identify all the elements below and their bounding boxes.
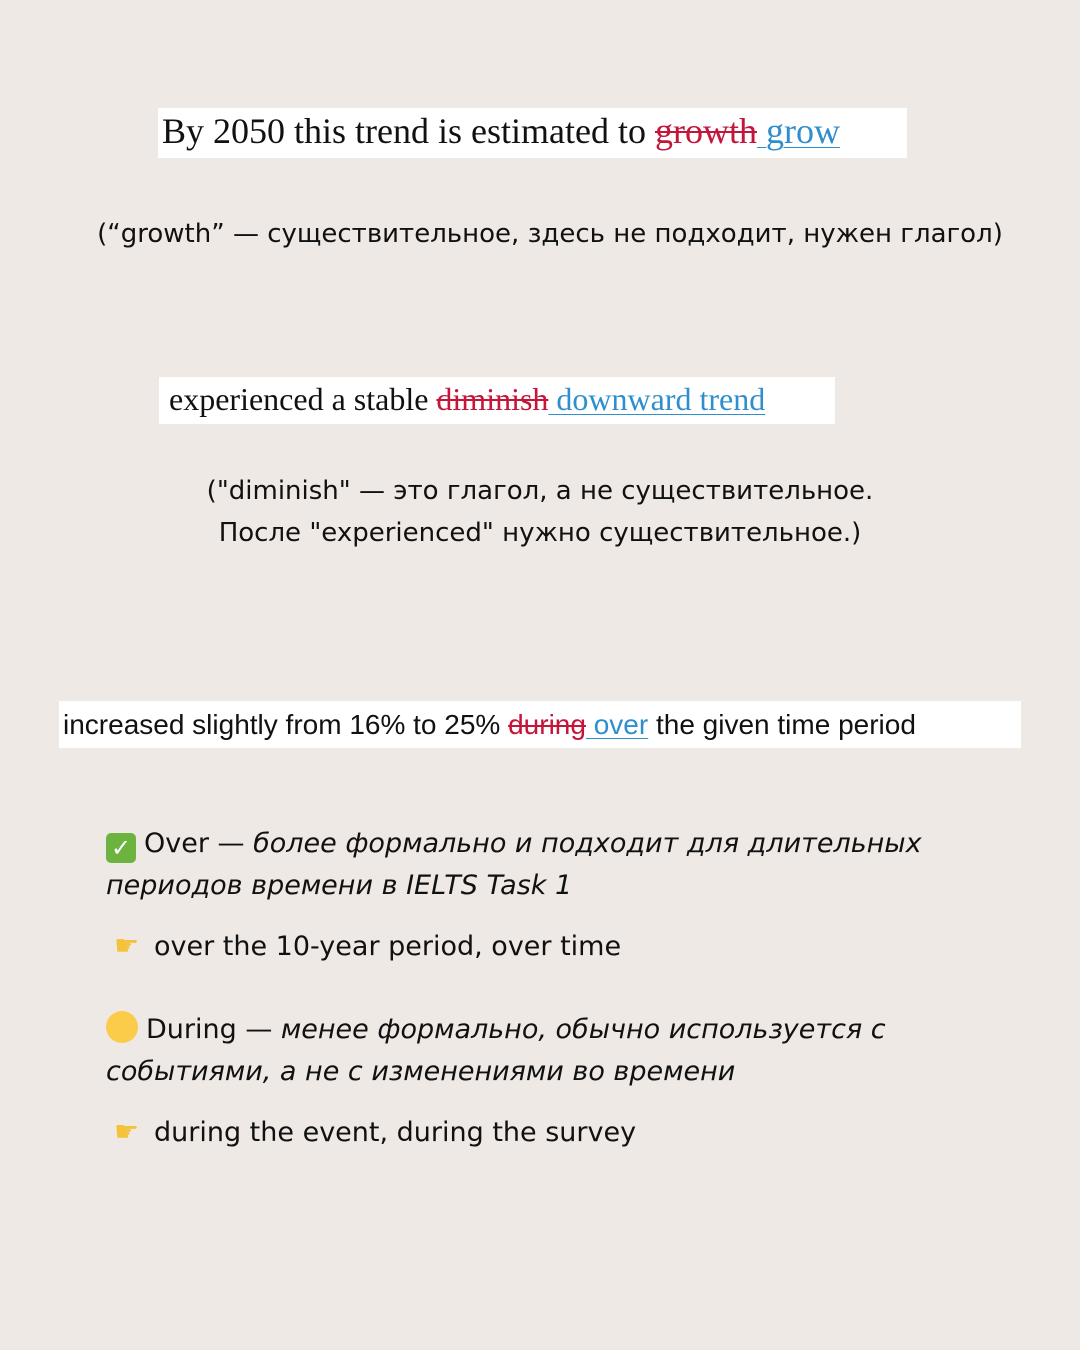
- yellow-circle-icon: [106, 1011, 138, 1043]
- note-line-1: ("diminish" — это глагол, а не существительное.: [206, 476, 874, 506]
- example-downward-trend-snippet: [159, 377, 835, 424]
- example-text: experienced a stable: [169, 381, 437, 417]
- wrong-word: diminish: [436, 381, 549, 417]
- wrong-word: growth: [654, 111, 757, 151]
- over-example-text: over the 10-year period, over time: [154, 931, 622, 962]
- pointing-hand-icon: ☛: [114, 929, 140, 962]
- during-example-text: during the event, during the survey: [154, 1117, 637, 1148]
- over-explanation: [106, 823, 986, 907]
- example-text-before: increased slightly from 16% to 25%: [63, 709, 509, 740]
- over-term: Over —: [144, 828, 254, 859]
- during-example: [114, 1112, 636, 1153]
- note-diminish: [0, 470, 1080, 554]
- check-mark-icon: ✓: [106, 833, 136, 863]
- example-text: By 2050 this trend is estimated to: [162, 111, 655, 151]
- correct-word: grow: [756, 111, 840, 151]
- over-example: [114, 926, 621, 967]
- during-description: менее формально, обычно используется с событиями, а не с изменениями во времени: [106, 1014, 886, 1087]
- correct-word: downward trend: [548, 381, 766, 417]
- pointing-hand-icon: ☛: [114, 1115, 140, 1148]
- note-line-2: После "experienced" нужно существительное.): [218, 518, 862, 548]
- note-growth: (“growth” — существительное, здесь не подходит, нужен глагол): [97, 219, 1003, 249]
- during-term: During —: [146, 1014, 281, 1045]
- correct-word: over: [585, 709, 649, 740]
- wrong-word: during: [508, 709, 586, 740]
- over-description: более формально и подходит для длительных периодов времени в IELTS Task 1: [106, 828, 922, 901]
- example-text-after: the given time period: [648, 709, 916, 740]
- example-grow-snippet: [158, 108, 907, 158]
- during-explanation: [106, 1009, 986, 1093]
- example-over-snippet: [59, 701, 1021, 748]
